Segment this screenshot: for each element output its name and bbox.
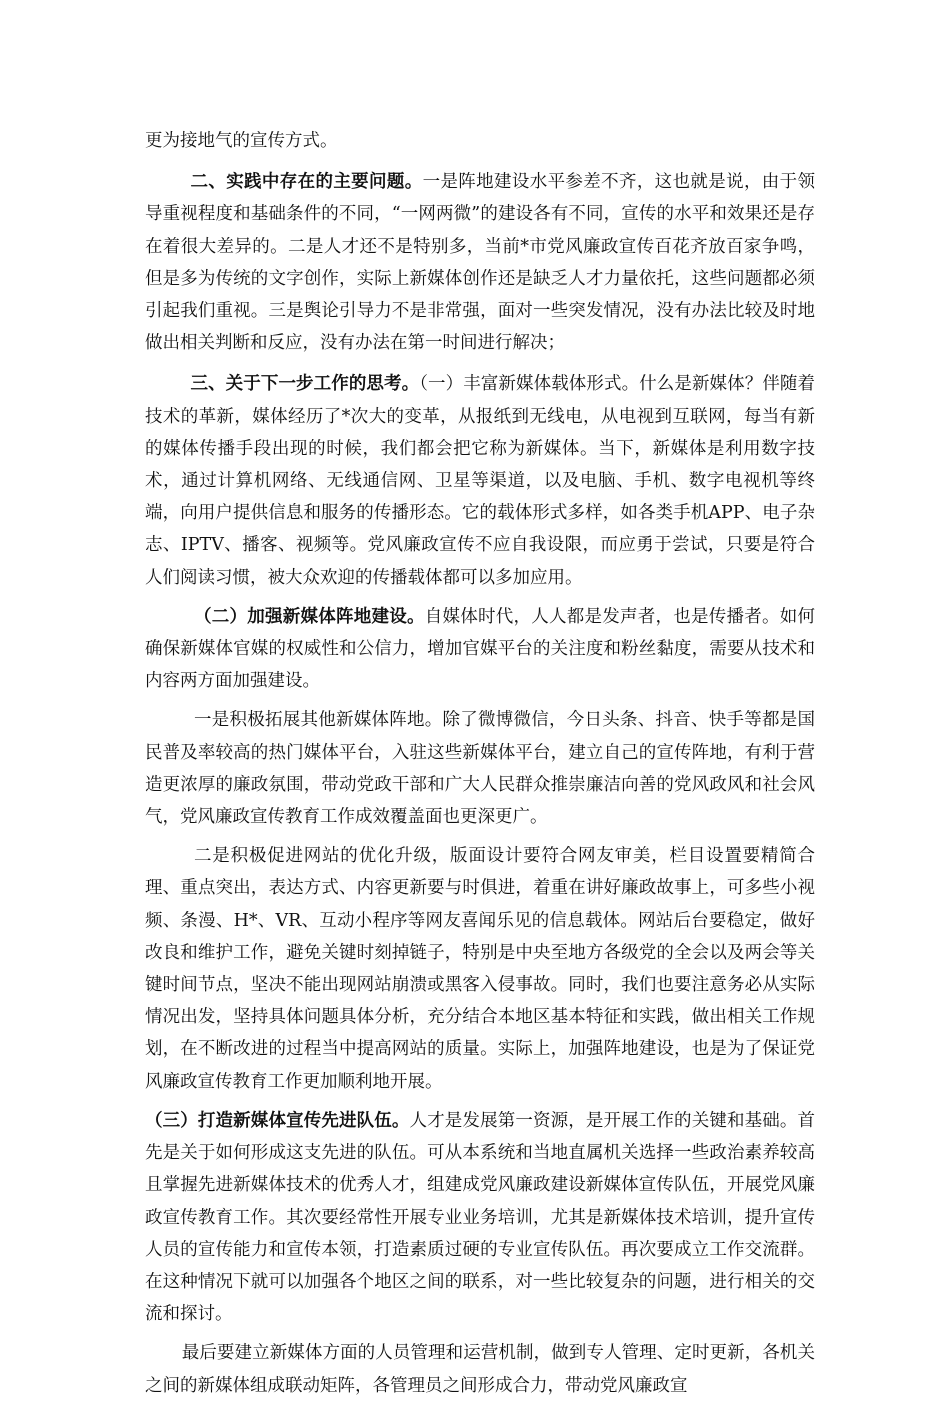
heading-next-steps: 三、关于下一步工作的思考。 xyxy=(190,374,420,395)
paragraph-platform-building xyxy=(145,601,815,698)
heading-platform-building: （二）加强新媒体阵地建设。 xyxy=(194,606,425,627)
paragraph-main-problems-body: 一是阵地建设水平参差不齐，这也就是说，由于领导重视程度和基础条件的不同，“一网两微”的建设各有不同，宣传的水平和效果还是存在着很大差异的。二是人才还不是特别多，当前*市党风廉政宣传百花齐放百家争鸣，但是多为传统的文字创作，实际上新媒体创作还是缺乏人才力量依托，这些问题都必须引起我们重视。三是舆论引导力不是非常强，面对一些突发情况，没有办法比较及时地做出相关判断和反应，没有办法在第一时间进行解决； xyxy=(145,172,816,354)
paragraph-next-steps xyxy=(145,368,815,593)
paragraph-team-building-body: 人才是发展第一资源，是开展工作的关键和基础。首先是关于如何形成这支先进的队伍。可从本系统和当地直属机关选择一些政治素养较高且掌握先进新媒体技术的优秀人才，组建成党风廉政建设新媒体宣传队伍，开展党风廉政宣传教育工作。其次要经常性开展专业业务培训，尤其是新媒体技术培训，提升宣传人员的宣传能力和宣传本领，打造素质过硬的专业宣传队伍。再次要成立工作交流群。在这种情况下就可以加强各个地区之间的联系，对一些比较复杂的问题，进行相关的交流和探讨。 xyxy=(145,1110,816,1325)
paragraph-management-mechanism: 最后要建立新媒体方面的人员管理和运营机制，做到专人管理、定时更新，各机关之间的新媒体组成联动矩阵，各管理员之间形成合力，带动党风廉政宣 xyxy=(145,1343,815,1396)
heading-team-building: （三）打造新媒体宣传先进队伍。 xyxy=(145,1110,410,1131)
paragraph-platform-building-body: 自媒体时代，人人都是发声者，也是传播者。如何确保新媒体官媒的权威性和公信力，增加官媒平台的关注度和粉丝黏度，需要从技术和内容两方面加强建设。 xyxy=(145,606,815,692)
paragraph-website-upgrade: 二是积极促进网站的优化升级，版面设计要符合网友审美，栏目设置要精简合理、重点突出，表达方式、内容更新要与时俱进，着重在讲好廉政故事上，可多些小视频、条漫、H*、VR、互动小程序等网友喜闻乐见的信息载体。网站后台要稳定，做好改良和维护工作，避免关键时刻掉链子，特别是中央至地方各级党的全会以及两会等关键时间节点，坚决不能出现网站崩溃或黑客入侵事故。同时，我们也要注意务必从实际情况出发，坚持具体问题具体分析，充分结合本地区基本特征和实践，做出相关工作规划，在不断改进的过程当中提高网站的质量。实际上，加强阵地建设，也是为了保证党风廉政宣传教育工作更加顺利地开展。 xyxy=(145,846,815,1092)
heading-main-problems: 二、实践中存在的主要问题。 xyxy=(190,172,423,193)
document-body xyxy=(145,125,815,1402)
paragraph-next-steps-body: （一）丰富新媒体载体形式。什么是新媒体？伴随着技术的革新，媒体经历了*次大的变革，从报纸到无线电，从电视到互联网，每当有新的媒体传播手段出现的时候，我们都会把它称为新媒体。当下，新媒体是利用数字技术，通过计算机网络、无线通信网、卫星等渠道，以及电脑、手机、数字电视机等终端，向用户提供信息和服务的传播形态。它的载体形式多样，如各类手机APP、电子杂志、IPTV、播客、视频等。党风廉政宣传不应自我设限，而应勇于尝试，只要是符合人们阅读习惯，被大众欢迎的传播载体都可以多加应用。 xyxy=(145,374,816,588)
paragraph-main-problems xyxy=(145,166,815,359)
paragraph-team-building xyxy=(145,1105,815,1330)
paragraph-continuation: 更为接地气的宣传方式。 xyxy=(145,131,338,151)
paragraph-expand-platforms: 一是积极拓展其他新媒体阵地。除了微博微信，今日头条、抖音、快手等都是国民普及率较高的热门媒体平台，入驻这些新媒体平台，建立自己的宣传阵地，有利于营造更浓厚的廉政氛围，带动党政干部和广大人民群众推崇廉洁向善的党风政风和社会风气，党风廉政宣传教育工作成效覆盖面也更深更广。 xyxy=(145,710,815,828)
